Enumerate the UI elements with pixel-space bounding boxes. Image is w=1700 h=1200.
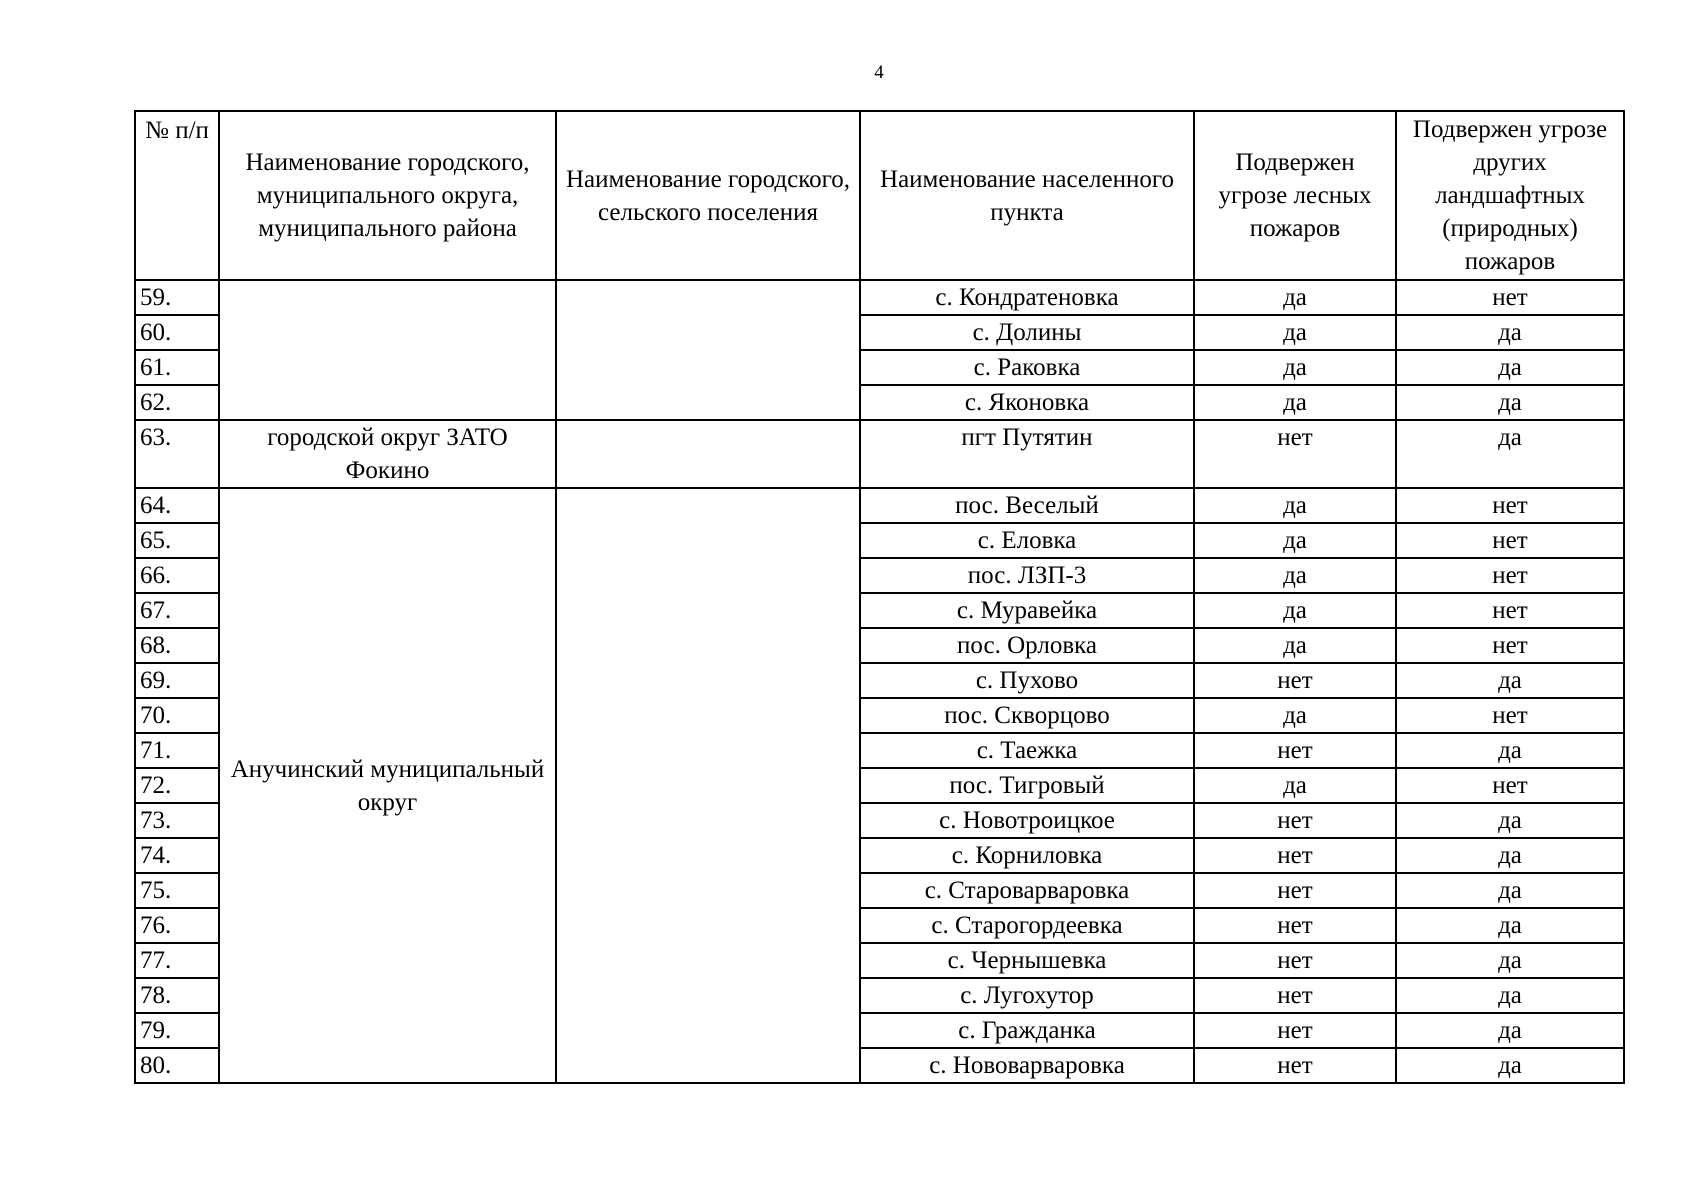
page-number: 4 (874, 62, 884, 83)
locality-cell: с. Староварваровка (860, 873, 1194, 908)
row-number: 78. (135, 978, 219, 1013)
row-number: 63. (135, 420, 219, 488)
locality-cell: с. Долины (860, 315, 1194, 350)
forest-fire-cell: да (1194, 593, 1396, 628)
locality-cell: с. Чернышевка (860, 943, 1194, 978)
forest-fire-cell: нет (1194, 908, 1396, 943)
landscape-fire-cell: да (1396, 733, 1624, 768)
row-number: 66. (135, 558, 219, 593)
landscape-fire-cell: нет (1396, 280, 1624, 315)
forest-fire-cell: да (1194, 488, 1396, 523)
landscape-fire-cell: да (1396, 943, 1624, 978)
locality-cell: пос. Веселый (860, 488, 1194, 523)
settlement-cell (556, 280, 860, 420)
locality-cell: пос. Скворцово (860, 698, 1194, 733)
locality-cell: с. Раковка (860, 350, 1194, 385)
row-number: 59. (135, 280, 219, 315)
forest-fire-cell: да (1194, 628, 1396, 663)
locality-cell: с. Еловка (860, 523, 1194, 558)
landscape-fire-cell: да (1396, 350, 1624, 385)
table-row (135, 280, 1624, 315)
locality-cell: с. Муравейка (860, 593, 1194, 628)
row-number: 71. (135, 733, 219, 768)
forest-fire-cell: да (1194, 385, 1396, 420)
table-row (135, 488, 1624, 523)
locality-cell: с. Лугохутор (860, 978, 1194, 1013)
row-number: 79. (135, 1013, 219, 1048)
table-row (135, 420, 1624, 488)
locality-cell: с. Корниловка (860, 838, 1194, 873)
district-cell: Анучинский муниципальный округ (219, 488, 556, 1083)
landscape-fire-cell: да (1396, 838, 1624, 873)
row-number: 69. (135, 663, 219, 698)
locality-cell: пос. ЛЗП-3 (860, 558, 1194, 593)
landscape-fire-cell: да (1396, 385, 1624, 420)
landscape-fire-cell: да (1396, 803, 1624, 838)
row-number: 64. (135, 488, 219, 523)
forest-fire-cell: нет (1194, 733, 1396, 768)
landscape-fire-cell: да (1396, 1048, 1624, 1083)
locality-cell: с. Яконовка (860, 385, 1194, 420)
landscape-fire-cell: нет (1396, 488, 1624, 523)
row-number: 80. (135, 1048, 219, 1083)
landscape-fire-cell: да (1396, 873, 1624, 908)
header-forest-fire: Подвержен угрозе лесных пожаров (1194, 111, 1396, 280)
header-settlement: Наименование городского, сельского поселения (556, 111, 860, 280)
landscape-fire-cell: нет (1396, 698, 1624, 733)
row-number: 77. (135, 943, 219, 978)
row-number: 65. (135, 523, 219, 558)
locality-cell: с. Кондратеновка (860, 280, 1194, 315)
forest-fire-cell: да (1194, 768, 1396, 803)
forest-fire-cell: нет (1194, 943, 1396, 978)
row-number: 74. (135, 838, 219, 873)
header-locality: Наименование населенного пункта (860, 111, 1194, 280)
locality-cell: с. Гражданка (860, 1013, 1194, 1048)
forest-fire-cell: нет (1194, 663, 1396, 698)
locality-cell: с. Пухово (860, 663, 1194, 698)
locality-cell: с. Таежка (860, 733, 1194, 768)
locality-cell: с. Новотроицкое (860, 803, 1194, 838)
forest-fire-cell: нет (1194, 420, 1396, 488)
table-header-row (135, 111, 1624, 280)
landscape-fire-cell: нет (1396, 593, 1624, 628)
locality-cell: с. Старогордеевка (860, 908, 1194, 943)
landscape-fire-cell: нет (1396, 523, 1624, 558)
row-number: 72. (135, 768, 219, 803)
landscape-fire-cell: да (1396, 978, 1624, 1013)
locality-cell: пос. Орловка (860, 628, 1194, 663)
row-number: 61. (135, 350, 219, 385)
localities-table (134, 110, 1625, 1084)
landscape-fire-cell: да (1396, 420, 1624, 488)
header-district: Наименование городского, муниципального округа, муниципального района (219, 111, 556, 280)
forest-fire-cell: нет (1194, 803, 1396, 838)
forest-fire-cell: да (1194, 350, 1396, 385)
forest-fire-cell: нет (1194, 1013, 1396, 1048)
settlement-cell (556, 420, 860, 488)
row-number: 62. (135, 385, 219, 420)
header-num: № п/п (135, 111, 219, 280)
forest-fire-cell: нет (1194, 978, 1396, 1013)
settlement-cell (556, 488, 860, 1083)
landscape-fire-cell: нет (1396, 768, 1624, 803)
landscape-fire-cell: нет (1396, 628, 1624, 663)
row-number: 76. (135, 908, 219, 943)
row-number: 73. (135, 803, 219, 838)
forest-fire-cell: да (1194, 698, 1396, 733)
landscape-fire-cell: да (1396, 663, 1624, 698)
header-landscape-fire: Подвержен угрозе других ландшафтных (природных) пожаров (1396, 111, 1624, 280)
landscape-fire-cell: да (1396, 908, 1624, 943)
locality-cell: с. Нововарваровка (860, 1048, 1194, 1083)
locality-cell: пос. Тигровый (860, 768, 1194, 803)
landscape-fire-cell: да (1396, 1013, 1624, 1048)
landscape-fire-cell: да (1396, 315, 1624, 350)
forest-fire-cell: да (1194, 558, 1396, 593)
district-cell (219, 280, 556, 420)
district-cell: городской округ ЗАТО Фокино (219, 420, 556, 488)
row-number: 68. (135, 628, 219, 663)
forest-fire-cell: да (1194, 523, 1396, 558)
forest-fire-cell: нет (1194, 873, 1396, 908)
forest-fire-cell: да (1194, 315, 1396, 350)
row-number: 70. (135, 698, 219, 733)
landscape-fire-cell: нет (1396, 558, 1624, 593)
row-number: 60. (135, 315, 219, 350)
forest-fire-cell: нет (1194, 838, 1396, 873)
forest-fire-cell: нет (1194, 1048, 1396, 1083)
locality-cell: пгт Путятин (860, 420, 1194, 488)
row-number: 67. (135, 593, 219, 628)
forest-fire-cell: да (1194, 280, 1396, 315)
row-number: 75. (135, 873, 219, 908)
